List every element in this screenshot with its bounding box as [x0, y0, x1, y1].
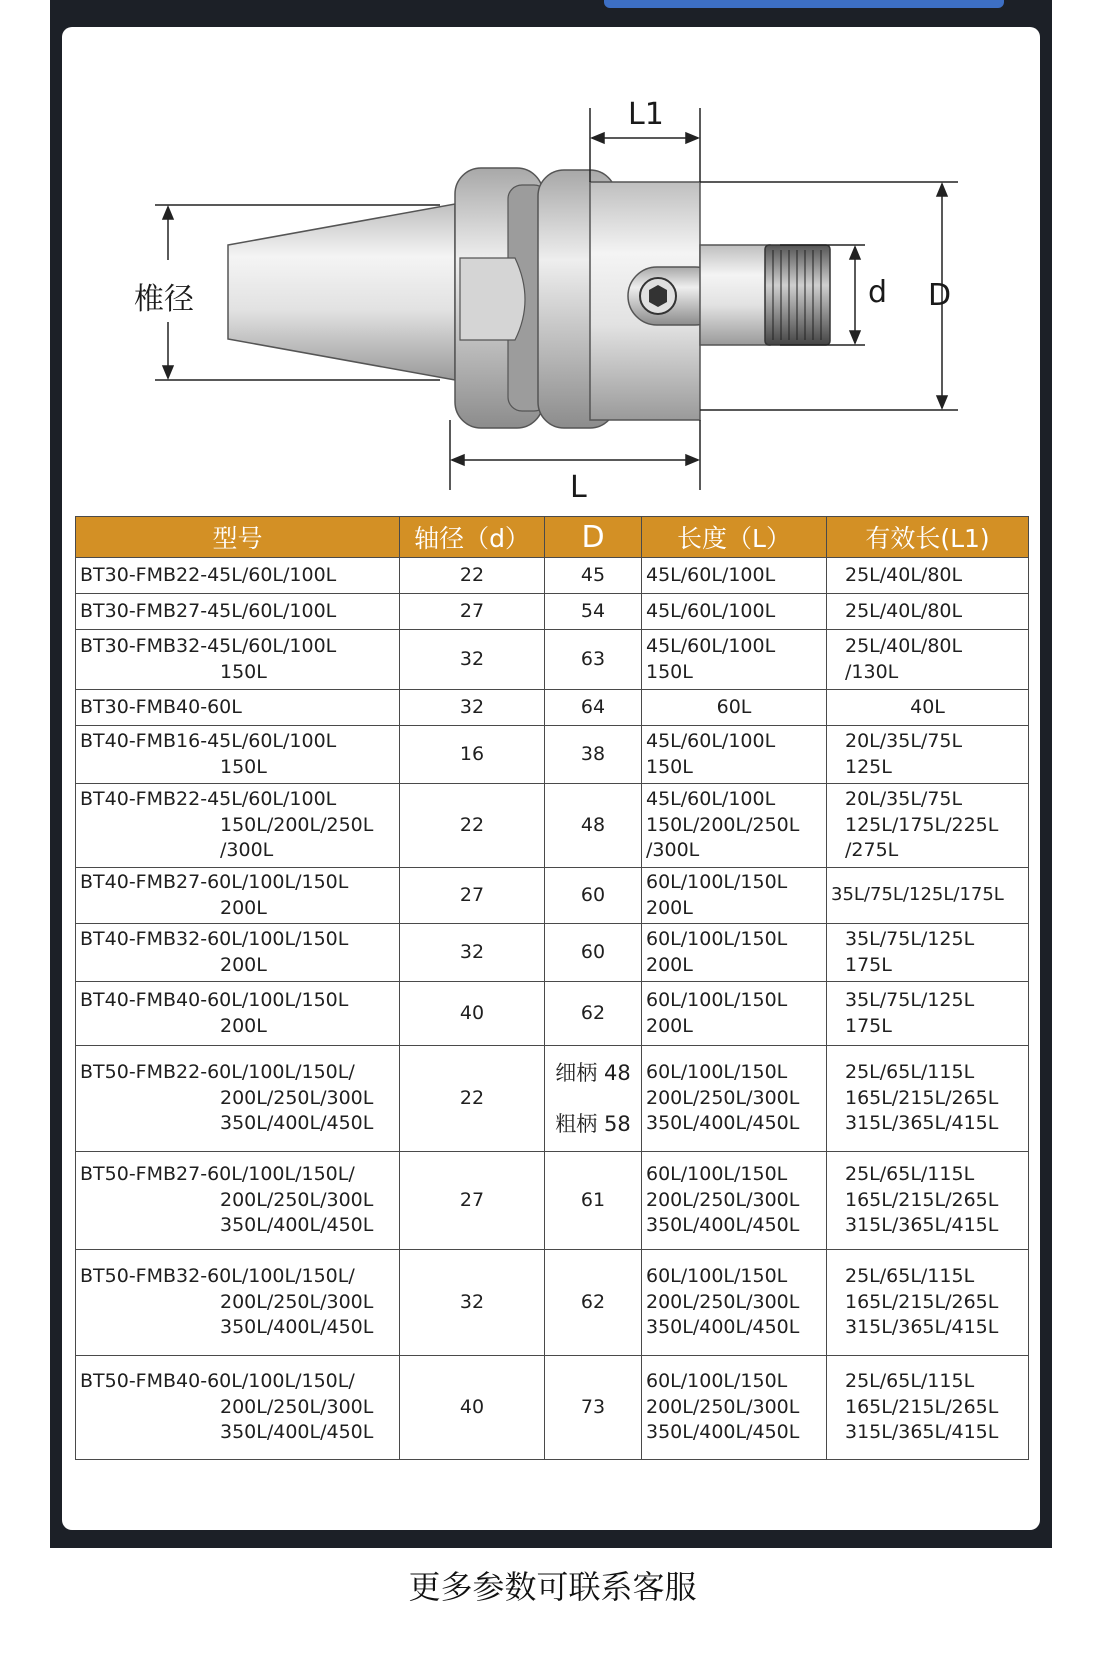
model-cell-line: BT30-FMB27-45L/60L/100L	[80, 599, 337, 622]
table-row	[76, 594, 1029, 630]
length-cell-line: 45L/60L/100L	[646, 729, 776, 752]
length-cell-line: 45L/60L/100L	[646, 788, 776, 811]
length-cell	[642, 1152, 827, 1250]
model-cell-line: 200L	[220, 1014, 267, 1037]
effective-length-cell-line: 315L/365L/415L	[845, 1112, 999, 1135]
shaft-diameter-cell: 27	[400, 1152, 545, 1250]
model-cell-line: BT40-FMB22-45L/60L/100L	[80, 788, 337, 811]
effective-length-cell	[827, 1356, 1029, 1460]
D-cell-line: 60	[580, 883, 606, 906]
D-cell	[545, 868, 642, 924]
effective-length-cell-line: 175L	[845, 953, 892, 976]
dim-label-L: L	[570, 470, 587, 505]
D-cell	[545, 784, 642, 868]
effective-length-cell	[827, 726, 1029, 784]
length-cell-line: 60L/100L/150L	[646, 989, 788, 1012]
D-cell-line: 45	[580, 563, 606, 586]
model-cell-line: BT50-FMB32-60L/100L/150L/	[80, 1265, 355, 1288]
D-cell-line: 粗柄 58	[555, 1111, 631, 1136]
dim-label-L1: L1	[628, 97, 664, 132]
model-cell-line: 350L/400L/450L	[220, 1421, 374, 1444]
D-cell-line: 64	[580, 695, 606, 718]
D-cell-line: 38	[580, 742, 606, 765]
model-cell-line: 200L/250L/300L	[220, 1290, 374, 1313]
model-cell-line: 200L/250L/300L	[220, 1188, 374, 1211]
header-model: 型号	[76, 517, 400, 558]
model-cell	[76, 630, 400, 690]
effective-length-cell-line: 35L/75L/125L	[845, 928, 975, 951]
shaft-diameter-cell: 32	[400, 924, 545, 982]
effective-length-cell-line: 125L	[845, 755, 892, 778]
length-cell-line: 200L/250L/300L	[646, 1188, 800, 1211]
D-cell	[545, 630, 642, 690]
length-cell-line: 200L/250L/300L	[646, 1290, 800, 1313]
shaft-diameter-cell: 22	[400, 784, 545, 868]
length-cell	[642, 924, 827, 982]
model-cell-line: BT40-FMB40-60L/100L/150L	[80, 989, 349, 1012]
dim-label-taper-diameter: 椎径	[134, 282, 194, 317]
length-cell-line: 150L	[646, 660, 693, 683]
model-cell-line: 150L	[220, 755, 267, 778]
model-cell-line: BT40-FMB27-60L/100L/150L	[80, 871, 349, 893]
table-row	[76, 1356, 1029, 1460]
drive-key-slot	[460, 258, 525, 340]
effective-length-cell-line: 315L/365L/415L	[845, 1316, 999, 1339]
effective-length-cell-line: 125L/175L/225L	[845, 813, 999, 836]
length-cell-line: 200L	[646, 896, 693, 919]
table-row	[76, 1046, 1029, 1152]
model-cell	[76, 868, 400, 924]
shaft-diameter-cell: 40	[400, 982, 545, 1046]
length-cell-line: 150L	[646, 755, 693, 778]
effective-length-cell-line: 165L/215L/265L	[845, 1395, 999, 1418]
table-row	[76, 690, 1029, 726]
effective-length-cell-line: 25L/40L/80L	[845, 599, 963, 622]
model-cell-line: 350L/400L/450L	[220, 1112, 374, 1135]
effective-length-cell	[827, 594, 1029, 630]
D-cell-line: 73	[580, 1395, 606, 1418]
length-cell	[642, 868, 827, 924]
table-row	[76, 726, 1029, 784]
length-cell-line: 60L/100L/150L	[646, 871, 788, 893]
D-cell	[545, 558, 642, 594]
D-cell-line: 62	[580, 1290, 606, 1313]
effective-length-cell	[827, 630, 1029, 690]
D-cell-line: 54	[580, 599, 606, 622]
model-cell-line: 150L/200L/250L	[220, 813, 374, 836]
shaft-diameter-cell: 40	[400, 1356, 545, 1460]
model-cell-line: 200L	[220, 953, 267, 976]
model-cell	[76, 726, 400, 784]
table-row	[76, 924, 1029, 982]
table-row	[76, 630, 1029, 690]
model-cell-line: 150L	[220, 660, 267, 683]
length-cell	[642, 726, 827, 784]
model-cell	[76, 924, 400, 982]
length-cell	[642, 1046, 827, 1152]
shaft-diameter-cell: 16	[400, 726, 545, 784]
D-cell	[545, 924, 642, 982]
length-cell-line: 60L/100L/150L	[646, 928, 788, 951]
table-row	[76, 982, 1029, 1046]
length-cell-line: 200L/250L/300L	[646, 1395, 800, 1418]
shaft-diameter-cell: 32	[400, 630, 545, 690]
length-cell-line: 150L/200L/250L	[646, 813, 800, 836]
model-cell-line: BT50-FMB27-60L/100L/150L/	[80, 1163, 355, 1186]
length-cell-line: 350L/400L/450L	[646, 1421, 800, 1444]
model-cell-line: BT30-FMB40-60L	[80, 695, 242, 718]
model-cell-line: BT30-FMB22-45L/60L/100L	[80, 563, 337, 586]
effective-length-cell	[827, 924, 1029, 982]
model-cell	[76, 982, 400, 1046]
model-cell	[76, 784, 400, 868]
effective-length-cell-line: 25L/40L/80L	[845, 634, 963, 657]
effective-length-cell-line: 25L/65L/115L	[845, 1061, 975, 1084]
length-cell	[642, 594, 827, 630]
D-cell-line: 61	[580, 1188, 606, 1211]
length-cell-line: 45L/60L/100L	[646, 599, 776, 622]
header-length: 长度（L）	[642, 517, 827, 558]
D-cell-line: 62	[580, 1001, 606, 1024]
effective-length-cell	[827, 868, 1029, 924]
length-cell	[642, 630, 827, 690]
model-cell-line: 350L/400L/450L	[220, 1316, 374, 1339]
effective-length-cell-line: 25L/65L/115L	[845, 1370, 975, 1393]
effective-length-cell	[827, 1046, 1029, 1152]
table-row	[76, 868, 1029, 924]
length-cell-line: 200L	[646, 953, 693, 976]
D-cell	[545, 1250, 642, 1356]
D-cell-line: 60	[580, 940, 606, 963]
length-cell-line: 350L/400L/450L	[646, 1316, 800, 1339]
length-cell-line: 200L	[646, 1014, 693, 1037]
effective-length-cell-line: 25L/40L/80L	[845, 563, 963, 586]
length-cell	[642, 690, 827, 726]
length-cell	[642, 982, 827, 1046]
effective-length-cell	[827, 690, 1029, 726]
length-cell	[642, 1250, 827, 1356]
D-cell	[545, 1046, 642, 1152]
shaft-diameter-cell: 32	[400, 1250, 545, 1356]
effective-length-cell-line: 35L/75L/125L/175L	[831, 884, 1004, 906]
length-cell-line: /300L	[646, 839, 700, 862]
model-cell-line: 200L/250L/300L	[220, 1086, 374, 1109]
effective-length-cell	[827, 1250, 1029, 1356]
footer-note: 更多参数可联系客服	[408, 1568, 697, 1606]
model-cell-line: BT40-FMB16-45L/60L/100L	[80, 729, 337, 752]
dim-label-d: d	[868, 275, 888, 310]
model-cell	[76, 1250, 400, 1356]
length-cell-line: 60L/100L/150L	[646, 1370, 788, 1393]
length-cell-line: 60L/100L/150L	[646, 1163, 788, 1186]
length-cell	[642, 1356, 827, 1460]
effective-length-cell-line: 25L/65L/115L	[845, 1265, 975, 1288]
D-cell-line: 细柄 48	[555, 1061, 631, 1086]
length-cell-line: 60L/100L/150L	[646, 1265, 788, 1288]
shaft-diameter-cell: 27	[400, 868, 545, 924]
table-row	[76, 1250, 1029, 1356]
shaft-diameter-cell: 27	[400, 594, 545, 630]
model-cell-line: BT50-FMB40-60L/100L/150L/	[80, 1370, 355, 1393]
model-cell-line: 350L/400L/450L	[220, 1214, 374, 1237]
effective-length-cell	[827, 784, 1029, 868]
effective-length-cell	[827, 1152, 1029, 1250]
D-cell	[545, 982, 642, 1046]
effective-length-cell-line: 175L	[845, 1014, 892, 1037]
D-cell	[545, 1152, 642, 1250]
length-cell	[642, 784, 827, 868]
dim-label-D: D	[928, 278, 952, 313]
D-cell	[545, 1356, 642, 1460]
header-effective-length: 有效长(L1)	[827, 517, 1029, 558]
tool-holder-diagram	[0, 0, 1105, 520]
model-cell	[76, 558, 400, 594]
D-cell-line: 63	[580, 647, 606, 670]
spec-table-header	[76, 517, 1029, 558]
spec-table	[75, 516, 1029, 1460]
header-shaft-diameter: 轴径（d）	[400, 517, 545, 558]
effective-length-cell-line: 20L/35L/75L	[845, 729, 963, 752]
shaft-diameter-cell: 22	[400, 558, 545, 594]
shaft-diameter-cell: 32	[400, 690, 545, 726]
D-cell-line: 48	[580, 813, 606, 836]
effective-length-cell-line: 315L/365L/415L	[845, 1421, 999, 1444]
shaft-diameter-cell: 22	[400, 1046, 545, 1152]
length-cell-line: 200L/250L/300L	[646, 1086, 800, 1109]
effective-length-cell	[827, 558, 1029, 594]
model-cell	[76, 1152, 400, 1250]
model-cell	[76, 1046, 400, 1152]
effective-length-cell-line: 165L/215L/265L	[845, 1086, 999, 1109]
length-cell-line: 45L/60L/100L	[646, 634, 776, 657]
table-row	[76, 1152, 1029, 1250]
model-cell-line: 200L/250L/300L	[220, 1395, 374, 1418]
header-D: D	[545, 517, 642, 558]
table-row	[76, 784, 1029, 868]
D-cell	[545, 690, 642, 726]
D-cell	[545, 594, 642, 630]
model-cell	[76, 690, 400, 726]
effective-length-cell	[827, 982, 1029, 1046]
D-cell	[545, 726, 642, 784]
effective-length-cell-line: 315L/365L/415L	[845, 1214, 999, 1237]
model-cell-line: /300L	[220, 839, 274, 862]
length-cell-line: 350L/400L/450L	[646, 1214, 800, 1237]
length-cell	[642, 558, 827, 594]
model-cell-line: BT30-FMB32-45L/60L/100L	[80, 634, 337, 657]
length-cell-line: 350L/400L/450L	[646, 1112, 800, 1135]
model-cell-line: BT50-FMB22-60L/100L/150L/	[80, 1061, 355, 1084]
model-cell-line: BT40-FMB32-60L/100L/150L	[80, 928, 349, 951]
effective-length-cell-line: 25L/65L/115L	[845, 1163, 975, 1186]
effective-length-cell-line: 165L/215L/265L	[845, 1188, 999, 1211]
length-cell-line: 60L	[716, 695, 752, 718]
model-cell	[76, 1356, 400, 1460]
effective-length-cell-line: 35L/75L/125L	[845, 989, 975, 1012]
model-cell-line: 200L	[220, 896, 267, 919]
table-row	[76, 558, 1029, 594]
arbor-nose	[700, 245, 770, 345]
effective-length-cell-line: /130L	[845, 660, 899, 683]
taper-shank	[228, 204, 455, 380]
effective-length-cell-line: /275L	[845, 839, 899, 862]
length-cell-line: 45L/60L/100L	[646, 563, 776, 586]
effective-length-cell-line: 165L/215L/265L	[845, 1290, 999, 1313]
effective-length-cell-line: 40L	[910, 695, 945, 718]
model-cell	[76, 594, 400, 630]
length-cell-line: 60L/100L/150L	[646, 1061, 788, 1084]
effective-length-cell-line: 20L/35L/75L	[845, 788, 963, 811]
